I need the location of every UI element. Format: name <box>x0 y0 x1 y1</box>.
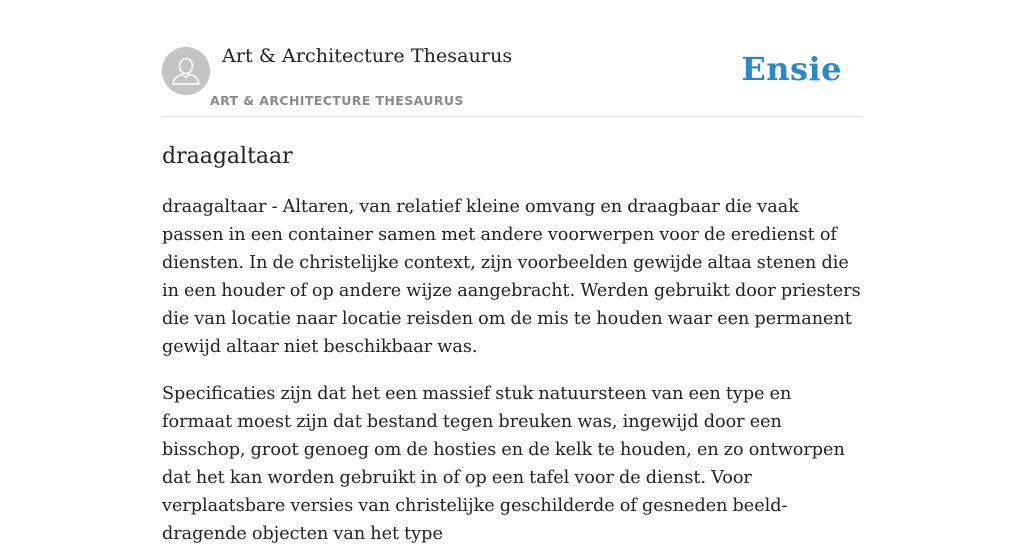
source-header <box>162 0 862 117</box>
article-paragraph: draagaltaar - Altaren, van relatief kleine omvang en draagbaar die vaak passen in een container samen met andere voorwerpen voor de eredienst of diensten. In de christelijke context, zijn voorbeelden gewijde altaa stenen die in een houder of op andere wijze aangebracht. Werden gebruikt door priesters die van locatie naar locatie reisden om de mis te houden waar een permanent gewijd altaar niet beschikbaar was. <box>162 197 861 357</box>
ensie-logo[interactable]: Ensie <box>741 50 842 88</box>
user-avatar-icon[interactable] <box>162 47 210 95</box>
source-name[interactable]: Art & Architecture Thesaurus <box>222 45 513 67</box>
article-paragraph: Specificaties zijn dat het een massief stuk natuursteen van een type en formaat moest zijn dat bestand tegen breuken was, ingewijd door een bisschop, groot genoeg om de hosties en de kelk te houden, en zo ontworpen dat het kan worden gebruikt in of op een tafel voor de dienst. Voor verplaatsbare versies van christelijke geschilderde of gesneden beeld-dragende objecten van het type <box>162 384 845 544</box>
article-term-title: draagaltaar <box>162 144 293 169</box>
content-container <box>162 0 862 548</box>
source-subtitle[interactable]: ART & ARCHITECTURE THESAURUS <box>210 93 464 108</box>
